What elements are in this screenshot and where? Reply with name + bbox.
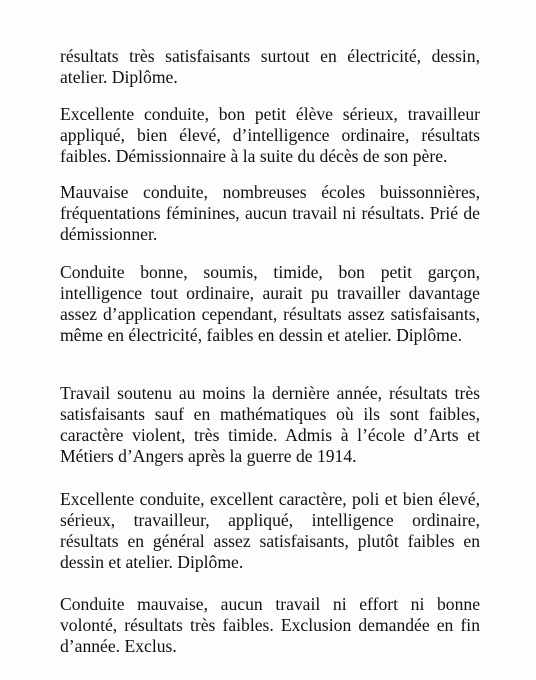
paragraph-7: Conduite mauvaise, aucun travail ni effort ni bonne volonté, résultats très faibles. Exclusion demandée en fin d’année. Exclus. — [60, 594, 480, 656]
paragraph-4: Conduite bonne, soumis, timide, bon petit garçon, intelligence tout ordinaire, aurait pu travailler davantage assez d’application cependant, résultats assez satisfaisants, même en électricité, faibles en dessin et atelier. Diplôme. — [60, 262, 480, 345]
paragraph-5: Travail soutenu au moins la dernière année, résultats très satisfaisants sauf en mathématiques où ils sont faibles, caractère violent, très timide. Admis à l’école d’Arts et Métiers d’Angers après la guerre de 1914. — [60, 383, 480, 466]
paragraph-6: Excellente conduite, excellent caractère, poli et bien élevé, sérieux, travailleur, appliqué, intelligence ordinaire, résultats en général assez satisfaisants, plutôt faibles en dessin et atelier. Diplôme. — [60, 489, 480, 572]
paragraph-1: résultats très satisfaisants surtout en électricité, dessin, atelier. Diplôme. — [60, 46, 480, 87]
paragraph-3: Mauvaise conduite, nombreuses écoles buissonnières, fréquentations féminines, aucun travail ni résultats. Prié de démissionner. — [60, 182, 480, 244]
paragraph-2: Excellente conduite, bon petit élève sérieux, travailleur appliqué, bien élevé, d’intelligence ordinaire, résultats faibles. Démissionnaire à la suite du décès de son père. — [60, 104, 480, 166]
